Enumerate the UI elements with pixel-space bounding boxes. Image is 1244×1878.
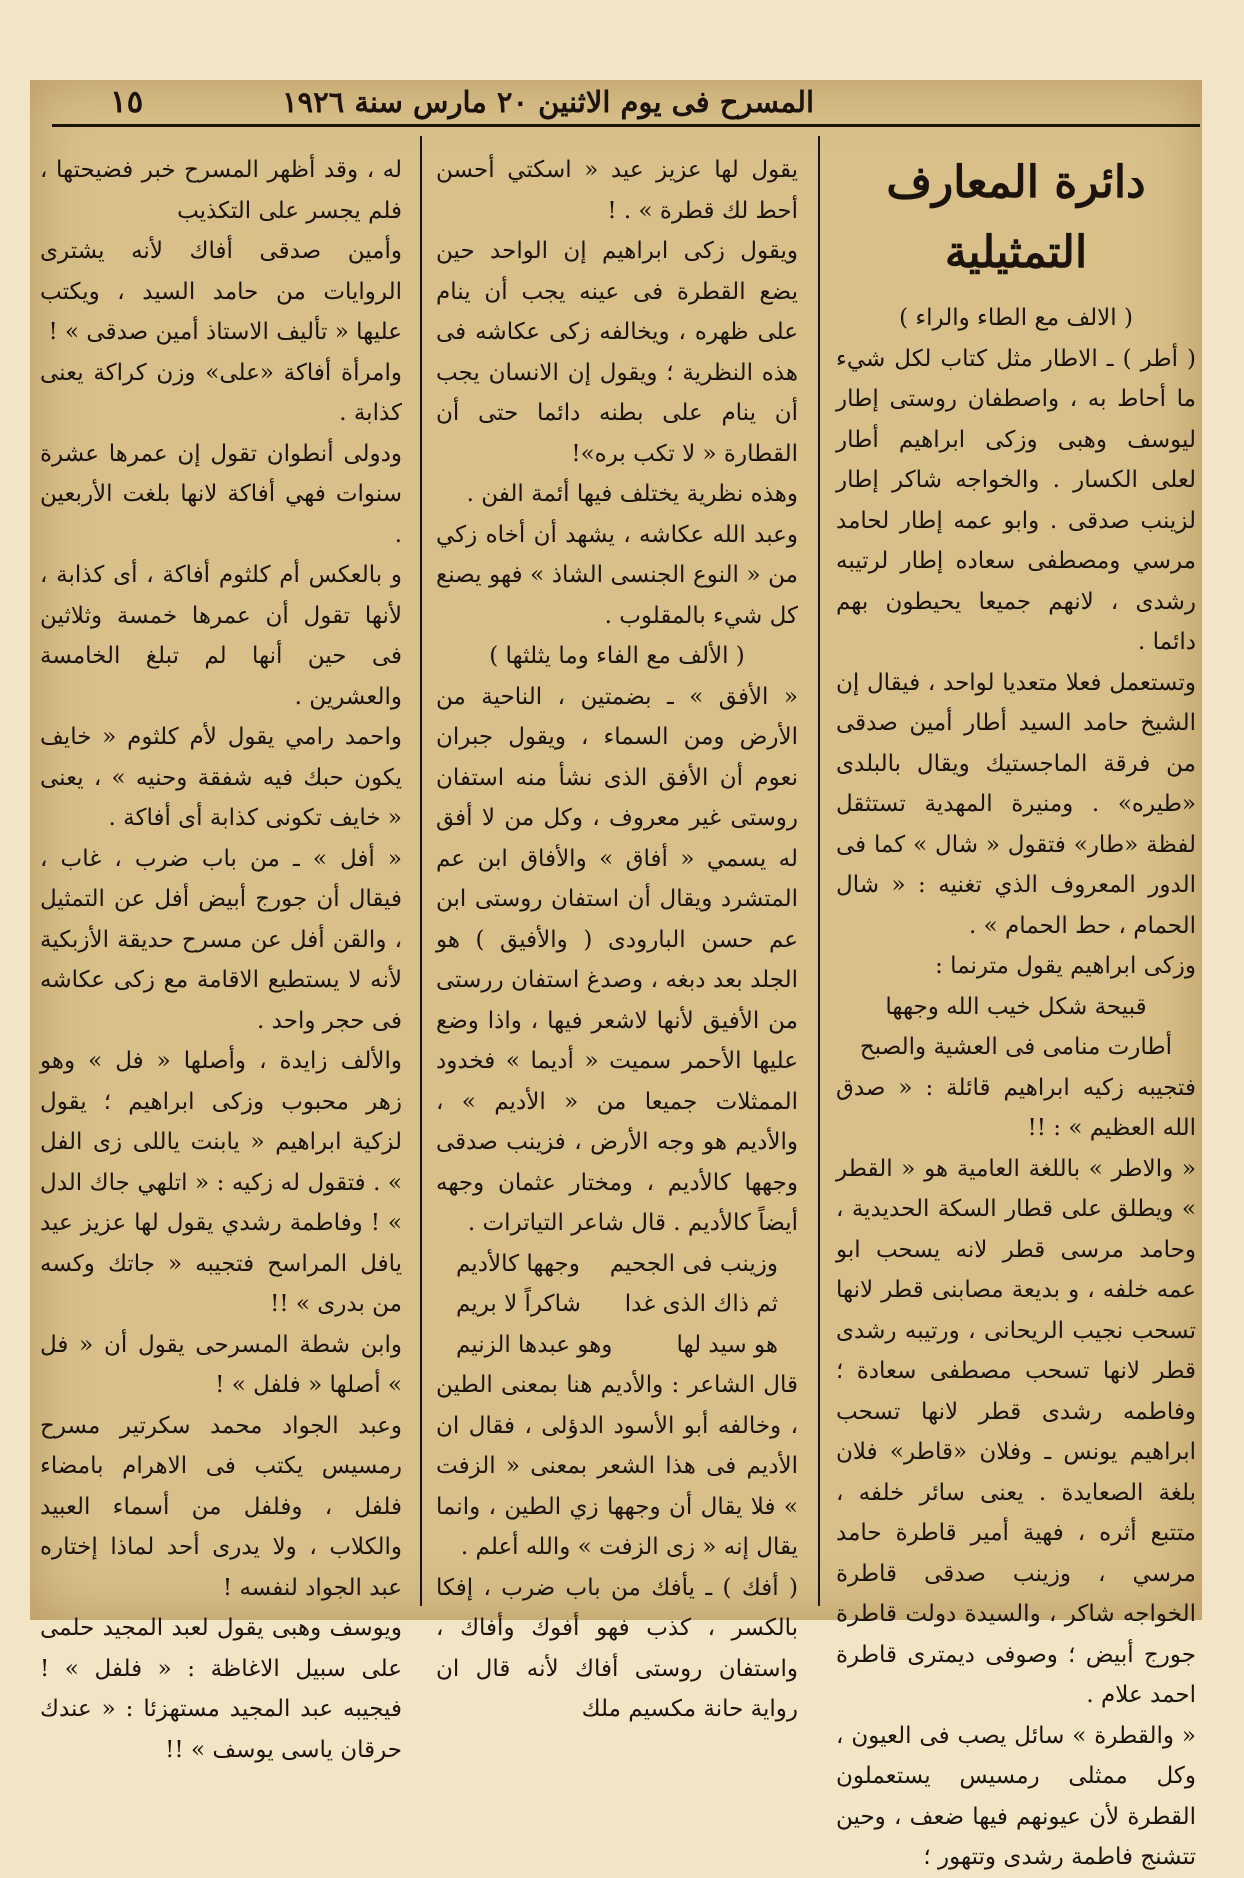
verse-hemistich: وهو عبدها الزنيم (456, 1331, 613, 1358)
paragraph: والألف زايدة ، وأصلها « فل » وهو زهر محبوب وزكى ابراهيم ؛ يقول لزكية ابراهيم « يابنت ياللى زى الفل » . فتقول له زكيه : « اتلهي جاك الدل » ! وفاطمة رشدي يقول لها عزيز عيد يافل المراسح فتجيبه « جاتك وكسه من بدرى » !! (40, 1048, 402, 1317)
verse-hemistich: وجهها كالأديم (456, 1250, 580, 1277)
column-middle (436, 150, 798, 1722)
paragraph: وزكى ابراهيم يقول مترنما : (935, 953, 1196, 979)
verse-hemistich: هو سيد لها (676, 1331, 778, 1358)
column-right (836, 148, 1196, 1870)
paragraph: ويوسف وهبى يقول لعبد المجيد حلمى على سبيل الاغاظة : « فلفل » ! فيجيبه عبد المجيد مستهزئا : « عندك حرقان ياسى يوسف » !! (40, 1615, 402, 1763)
verse-hemistich: وزينب فى الجحيم (609, 1250, 778, 1277)
paragraph: ( أطر ) ـ الاطار مثل كتاب لكل شيء ما أحاط به ، واصطفان روستى إطار ليوسف وهبى وزكى ابراهيم أطار لعلى الكسار . والخواجه شاكر إطار لزينب صدقى . وابو عمه إطار لحامد مرسي ومصطفى سعاده إطار لرتيبه رشدى ، لانهم جميعا يحيطون بهم دائما . (836, 345, 1196, 655)
paragraph: و بالعكس أم كلثوم أفاكة ، أى كذابة ، لأنها تقول أن عمرها خمسة وثلاثين فى حين أنها لم تبلغ الخامسة والعشرين . (40, 562, 402, 710)
header-title: المسرح فى يوم الاثنين ٢٠ مارس سنة ١٩٢٦ (281, 85, 814, 119)
column-left (40, 150, 402, 1763)
verse-line: أطارت منامى فى العشية والصبح (859, 1034, 1173, 1060)
paragraph: « والاطر » باللغة العامية هو « القطر » ويطلق على قطار السكة الحديدية ، وحامد مرسى قطر لانه يسحب ابو عمه خلفه ، و بديعة مصابنى قطر لانها تسحب نجيب الريحانى ، ورتيبه رشدى قطر لانها تسحب مصطفى سعادة ؛ وفاطمه رشدى قطر لانها تسحب ابراهيم يونس ـ وفلان «قاطر» فلان بلغة الصعايدة . يعنى سائر خلفه ، متتبع أثره ، فهية أمير قاطرة حامد مرسي ، وزينب صدقى قاطرة الخواجه شاكر ، والسيدة دولت قاطرة جورج أبيض ؛ وصوفى ديمترى قاطرة احمد علام . (836, 1155, 1196, 1708)
paragraph: ( أفك ) ـ يأفك من باب ضرب ، إفكا بالكسر ، كذب فهو أفوك وأفاك ، واستفان روستى أفاك لأنه قال ان رواية حانة مكسيم ملك (436, 1574, 798, 1722)
article-heading: دائرة المعارف التمثيلية (886, 157, 1146, 278)
verse-line: قبيحة شكل خيب الله وجهها (885, 993, 1147, 1020)
paragraph: قال الشاعر : والأديم هنا بمعنى الطين ، وخالفه أبو الأسود الدؤلى ، فقال ان الأديم فى هذا الشعر بمعنى « الزفت » فلا يقال أن وجهها زي الطين ، وانما يقال إنه « زى الزفت » والله أعلم . (436, 1372, 798, 1560)
paragraph: له ، وقد أظهر المسرح خبر فضيحتها ، فلم يجسر على التكذيب (40, 157, 402, 224)
paragraph: وأمين صدقى أفاك لأنه يشترى الروايات من حامد السيد ، ويكتب عليها « تأليف الاستاذ أمين صدقى » ! (40, 238, 402, 345)
verse-hemistich: شاكراً لا بريم (456, 1291, 581, 1317)
paragraph: ودولى أنطوان تقول إن عمرها عشرة سنوات فهي أفاكة لانها بلغت الأربعين . (40, 440, 402, 548)
paragraph: فتجيبه زكيه ابراهيم قائلة : « صدق الله العظيم » : !! (836, 1074, 1196, 1141)
paragraph: وامرأة أفاكة «على» وزن كراكة يعنى كذابة . (40, 359, 402, 426)
verse-line (436, 1284, 798, 1325)
paragraph: وعبد الجواد محمد سكرتير مسرح رمسيس يكتب فى الاهرام بامضاء فلفل ، وفلفل من أسماء العبيد والكلاب ، ولا يدرى أحد لماذا إختاره عبد الجواد لنفسه ! (40, 1412, 402, 1601)
verse-line (436, 1244, 798, 1285)
paragraph: واحمد رامي يقول لأم كلثوم « خايف يكون حبك فيه شفقة وحنيه » ، يعنى « خايف تكونى كذابة أى أفاكة . (40, 724, 402, 831)
page-number: ١٥ (110, 84, 144, 120)
paragraph: ويقول زكى ابراهيم إن الواحد حين يضع القطرة فى عينه يجب أن ينام على ظهره ، ويخالفه زكى عكاشه فى هذه النظرية ؛ ويقول إن الانسان يجب أن ينام على بطنه دائما حتى أن القطارة « لا تكب بره»! (436, 238, 798, 467)
header-rule (52, 124, 1200, 127)
verse-line (436, 1325, 798, 1366)
paragraph: وعبد الله عكاشه ، يشهد أن أخاه زكي من « النوع الجنسى الشاذ » فهو يصنع كل شيء بالمقلوب . (436, 521, 798, 629)
paragraph: يقول لها عزيز عيد « اسكتي أحسن أحط لك قطرة » . ! (436, 157, 798, 224)
paragraph: « والقطرة » سائل يصب فى العيون ، وكل ممثلى رمسيس يستعملون القطرة لأن عيونهم فيها ضعف ، وحين تتشنج فاطمة رشدى وتتهور ؛ (836, 1722, 1196, 1870)
verse-hemistich: ثم ذاك الذى غدا (624, 1291, 778, 1317)
column-divider-right (818, 136, 820, 1606)
paragraph: وهذه نظرية يختلف فيها أئمة الفن . (466, 481, 798, 507)
column-divider-left (420, 136, 422, 1606)
paragraph: وتستعمل فعلا متعديا لواحد ، فيقال إن الشيخ حامد السيد أطار أمين صدقى من فرقة الماجستيك ويقال بالبلدى «طيره» . ومنيرة المهدية تستثقل لفظة «طار» فتقول « شال » كما فى الدور المعروف الذي تغنيه : « شال الحمام ، حط الحمام » . (836, 669, 1196, 939)
paragraph: وابن شطة المسرحى يقول أن « فل » أصلها « فلفل » ! (40, 1331, 402, 1398)
paragraph: « أفل » ـ من باب ضرب ، غاب ، فيقال أن جورج أبيض أفل عن التمثيل ، والقن أفل عن مسرح حديقة الأزبكية لأنه لا يستطيع الاقامة مع زكى عكاشه فى حجر واحد . (40, 845, 402, 1034)
paragraph: « الأفق » ـ بضمتين ، الناحية من الأرض ومن السماء ، ويقول جبران نعوم أن الأفق الذى نشأ منه استفان روستى غير معروف ، وكل من لا أفق له يسمي « أفاق » والأفاق ابن عم المتشرد ويقال أن استفان روستى ابن عم حسن البارودى ( والأفيق ) هو الجلد بعد دبغه ، وصدغ استفان ررستى من الأفيق لأنها لاشعر فيها ، واذا وضع عليها الأحمر سميت « أديما » فخدود الممثلات جميعا من « الأديم » ، والأديم هو وجه الأرض ، فزينب صدقى وجهها كالأديم ، ومختار عثمان وجهه أيضاً كالأديم . قال شاعر التياترات . (436, 683, 798, 1236)
page-header (30, 84, 1202, 120)
section-subheading: ( الألف مع الفاء وما يثلثها ) (489, 643, 745, 669)
section-subheading: ( الالف مع الطاء والراء ) (899, 305, 1133, 331)
